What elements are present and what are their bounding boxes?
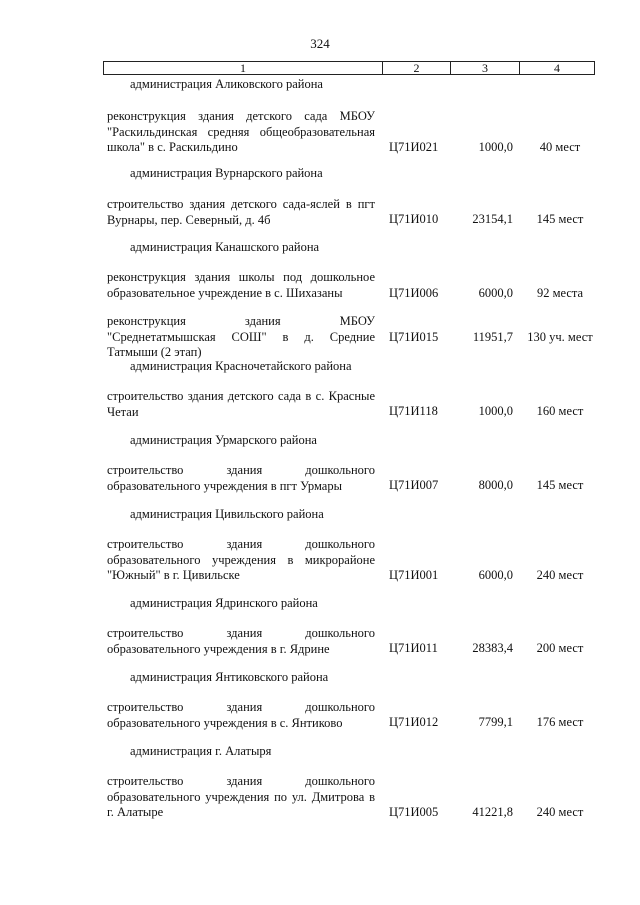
- row-code: Ц71И011: [389, 641, 438, 655]
- row-code: Ц71И021: [389, 140, 439, 154]
- row-description: строительство здания дошкольного образовательного учреждения в с. Янтиково: [107, 700, 375, 730]
- row-description: строительство здания дошкольного образовательного учреждения в г. Ядрине: [107, 626, 375, 656]
- page-number: 324: [310, 36, 330, 51]
- section-heading: администрация Аликовского района: [130, 77, 323, 91]
- row-code: Ц71И007: [389, 478, 439, 492]
- row-amount: 41221,8: [472, 805, 513, 819]
- row-amount: 8000,0: [478, 478, 513, 492]
- row-description: реконструкция здания детского сада МБОУ "Раскильдинская средняя общеобразовательная школа" в с. Раскильдино: [107, 109, 375, 154]
- section-heading: администрация Урмарского района: [130, 433, 317, 447]
- row-amount: 28383,4: [472, 641, 513, 655]
- section-heading: администрация г. Алатыря: [130, 744, 272, 758]
- row-code: Ц71И015: [389, 330, 439, 344]
- row-code: Ц71И005: [389, 805, 439, 819]
- section-heading: администрация Красночетайского района: [130, 359, 352, 373]
- section-heading: администрация Янтиковского района: [130, 670, 329, 684]
- section-heading: администрация Цивильского района: [130, 507, 324, 521]
- row-amount: 1000,0: [478, 404, 513, 418]
- row-capacity: 200 мест: [536, 641, 584, 655]
- row-description: строительство здания дошкольного образовательного учреждения в пгт Урмары: [107, 463, 375, 493]
- row-capacity: 160 мест: [536, 404, 584, 418]
- row-capacity: 130 уч. мест: [527, 330, 593, 344]
- row-code: Ц71И010: [389, 212, 439, 226]
- header-col-2: 2: [383, 62, 451, 74]
- section-heading: администрация Ядринского района: [130, 596, 318, 610]
- header-col-1: 1: [104, 62, 383, 74]
- row-capacity: 145 мест: [536, 478, 584, 492]
- row-description: реконструкция здания МБОУ "Среднетатмышская СОШ" в д. Средние Татмыши (2 этап): [107, 314, 375, 359]
- row-description: строительство здания дошкольного образовательного учреждения по ул. Дмитрова в г. Алатыре: [107, 774, 375, 819]
- row-capacity: 40 мест: [539, 140, 581, 154]
- row-capacity: 176 мест: [536, 715, 584, 729]
- header-col-3: 3: [451, 62, 520, 74]
- row-amount: 6000,0: [478, 286, 513, 300]
- row-code: Ц71И118: [389, 404, 438, 418]
- row-capacity: 92 места: [536, 286, 584, 300]
- header-col-4: 4: [554, 61, 560, 75]
- row-description: строительство здания детского сада в с. Красные Четаи: [107, 389, 375, 419]
- row-amount: 23154,1: [472, 212, 513, 226]
- row-capacity: 240 мест: [536, 568, 584, 582]
- row-code: Ц71И006: [389, 286, 439, 300]
- row-amount: 11951,7: [472, 330, 513, 344]
- row-description: строительство здания детского сада-яслей в пгт Вурнары, пер. Северный, д. 4б: [107, 197, 375, 227]
- row-code: Ц71И001: [389, 568, 439, 582]
- row-amount: 1000,0: [478, 140, 513, 154]
- row-capacity: 145 мест: [536, 212, 584, 226]
- row-capacity: 240 мест: [536, 805, 584, 819]
- section-heading: администрация Канашского района: [130, 240, 320, 254]
- row-amount: 6000,0: [478, 568, 513, 582]
- section-heading: администрация Вурнарского района: [130, 166, 323, 180]
- row-description: строительство здания дошкольного образовательного учреждения в микрорайоне "Южный" в г. Цивильске: [107, 537, 375, 582]
- row-description: реконструкция здания школы под дошкольное образовательное учреждение в с. Шихазаны: [107, 270, 375, 300]
- row-code: Ц71И012: [389, 715, 439, 729]
- table-header: [103, 61, 595, 75]
- row-amount: 7799,1: [478, 715, 513, 729]
